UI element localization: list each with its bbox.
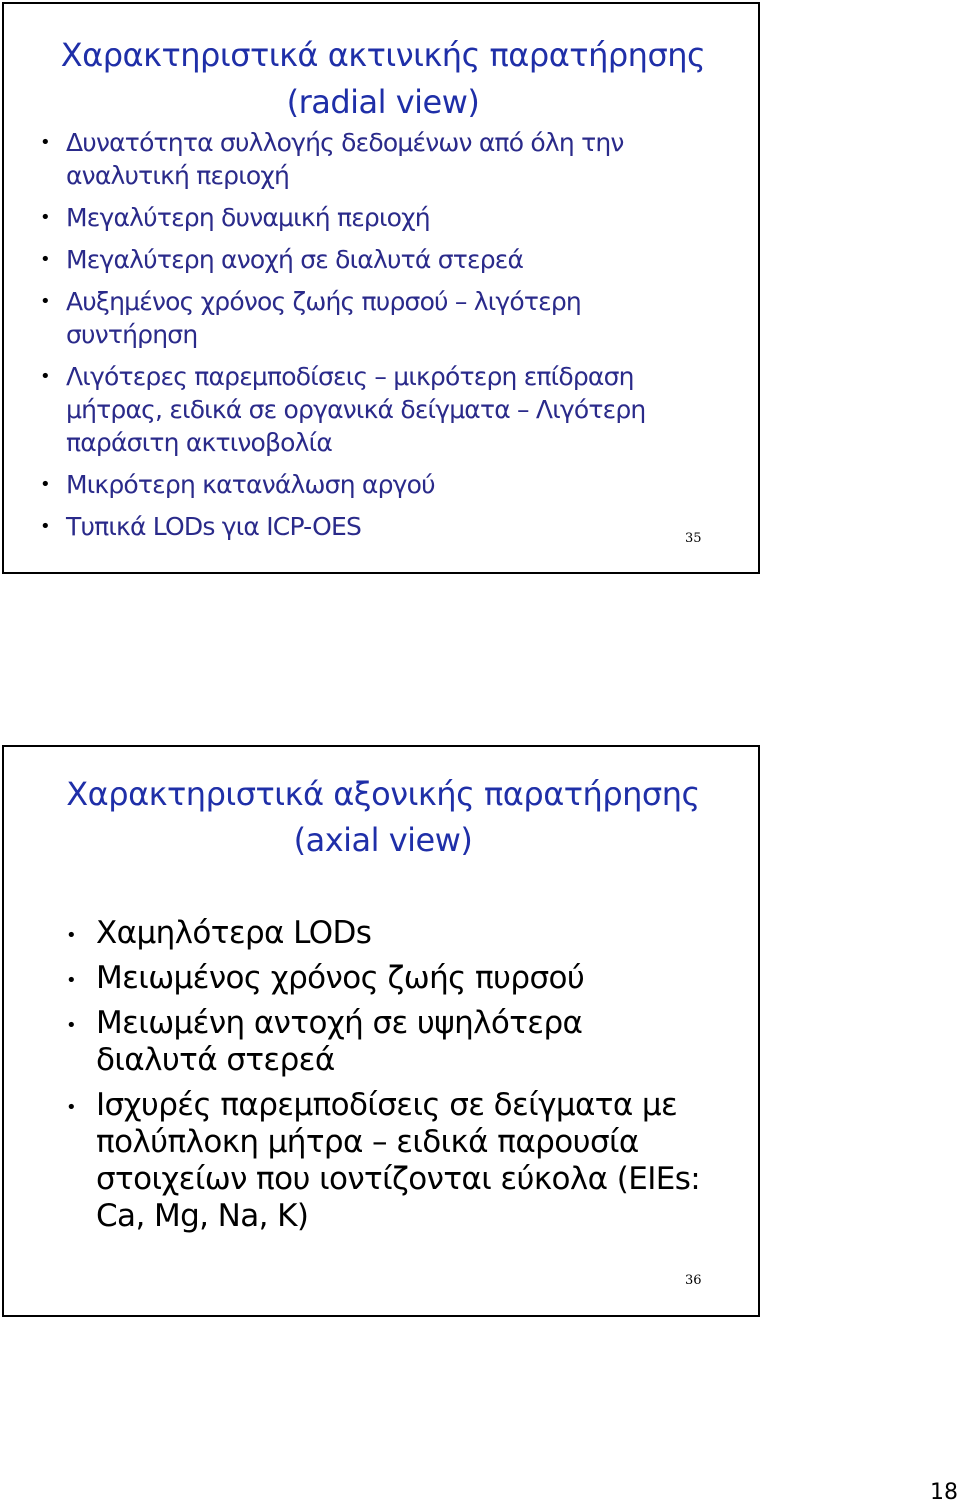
bullet-icon: • — [66, 1097, 77, 1118]
slide-number: 35 — [685, 531, 702, 546]
list-item-text: μήτρας, ειδικά σε οργανικά δείγματα – Λιγότερη — [66, 395, 646, 424]
list-item — [66, 960, 700, 997]
list-item-text: στοιχείων που ιοντίζονται εύκολα (EIEs: — [96, 1161, 701, 1197]
list-item — [40, 201, 645, 234]
list-item-text: Δυνατότητα συλλογής δεδομένων από όλη την — [66, 128, 624, 157]
slide-number: 36 — [685, 1273, 702, 1288]
slide-title — [4, 771, 762, 863]
bullet-icon: • — [40, 366, 50, 387]
list-item — [66, 1005, 700, 1079]
list-item-text: πολύπλοκη μήτρα – ειδικά παρουσία — [96, 1124, 639, 1160]
list-item — [40, 468, 645, 501]
list-item — [40, 360, 646, 459]
list-item — [40, 510, 645, 543]
bullet-icon: • — [40, 207, 50, 228]
slide-36 — [2, 745, 760, 1317]
list-item — [40, 126, 645, 192]
list-item-text: Ισχυρές παρεμποδίσεις σε δείγματα με — [96, 1087, 678, 1123]
bullet-icon: • — [40, 291, 50, 312]
list-item — [66, 915, 700, 952]
slide-subtitle-line: (axial view) — [293, 821, 473, 859]
list-item — [40, 285, 645, 351]
bullet-icon: • — [40, 132, 50, 153]
list-item-text: διαλυτά στερεά — [96, 1042, 335, 1078]
list-item-text: Μειωμένη αντοχή σε υψηλότερα — [96, 1005, 583, 1041]
bullet-icon: • — [66, 970, 77, 991]
list-item-text: Αυξημένος χρόνος ζωής πυρσού – λιγότερη — [66, 287, 581, 316]
list-item-text: αναλυτική περιοχή — [66, 161, 290, 190]
slide-subtitle-line: (radial view) — [286, 83, 480, 121]
list-item-text: Μικρότερη κατανάλωση αργού — [66, 470, 435, 499]
bullet-list — [66, 915, 701, 1243]
list-item-text: παράσιτη ακτινοβολία — [66, 428, 332, 457]
list-item-text: Μειωμένος χρόνος ζωής πυρσού — [96, 960, 585, 996]
list-item — [40, 243, 645, 276]
list-item-text: Ca, Mg, Na, K) — [96, 1198, 309, 1234]
list-item-text: Μεγαλύτερη δυναμική περιοχή — [66, 203, 430, 232]
list-item-text: Χαμηλότερα LODs — [96, 915, 372, 951]
bullet-icon: • — [66, 1015, 77, 1036]
slide-title — [4, 32, 762, 126]
page-number: 18 — [930, 1480, 958, 1505]
list-item-text: συντήρηση — [66, 320, 198, 349]
list-item-text: Τυπικά LODs για ICP-OES — [66, 512, 362, 541]
slide-title-line: Χαρακτηριστικά ακτινικής παρατήρησης — [60, 36, 706, 74]
slide-title-line: Χαρακτηριστικά αξονικής παρατήρησης — [66, 775, 700, 813]
bullet-icon: • — [66, 925, 77, 946]
bullet-icon: • — [40, 516, 50, 537]
bullet-icon: • — [40, 249, 50, 270]
bullet-icon: • — [40, 474, 50, 495]
list-item-text: Μεγαλύτερη ανοχή σε διαλυτά στερεά — [66, 245, 524, 274]
list-item-text: Λιγότερες παρεμποδίσεις – μικρότερη επίδραση — [66, 362, 634, 391]
bullet-list — [40, 126, 646, 552]
list-item — [66, 1087, 701, 1235]
slide-35 — [2, 2, 760, 574]
